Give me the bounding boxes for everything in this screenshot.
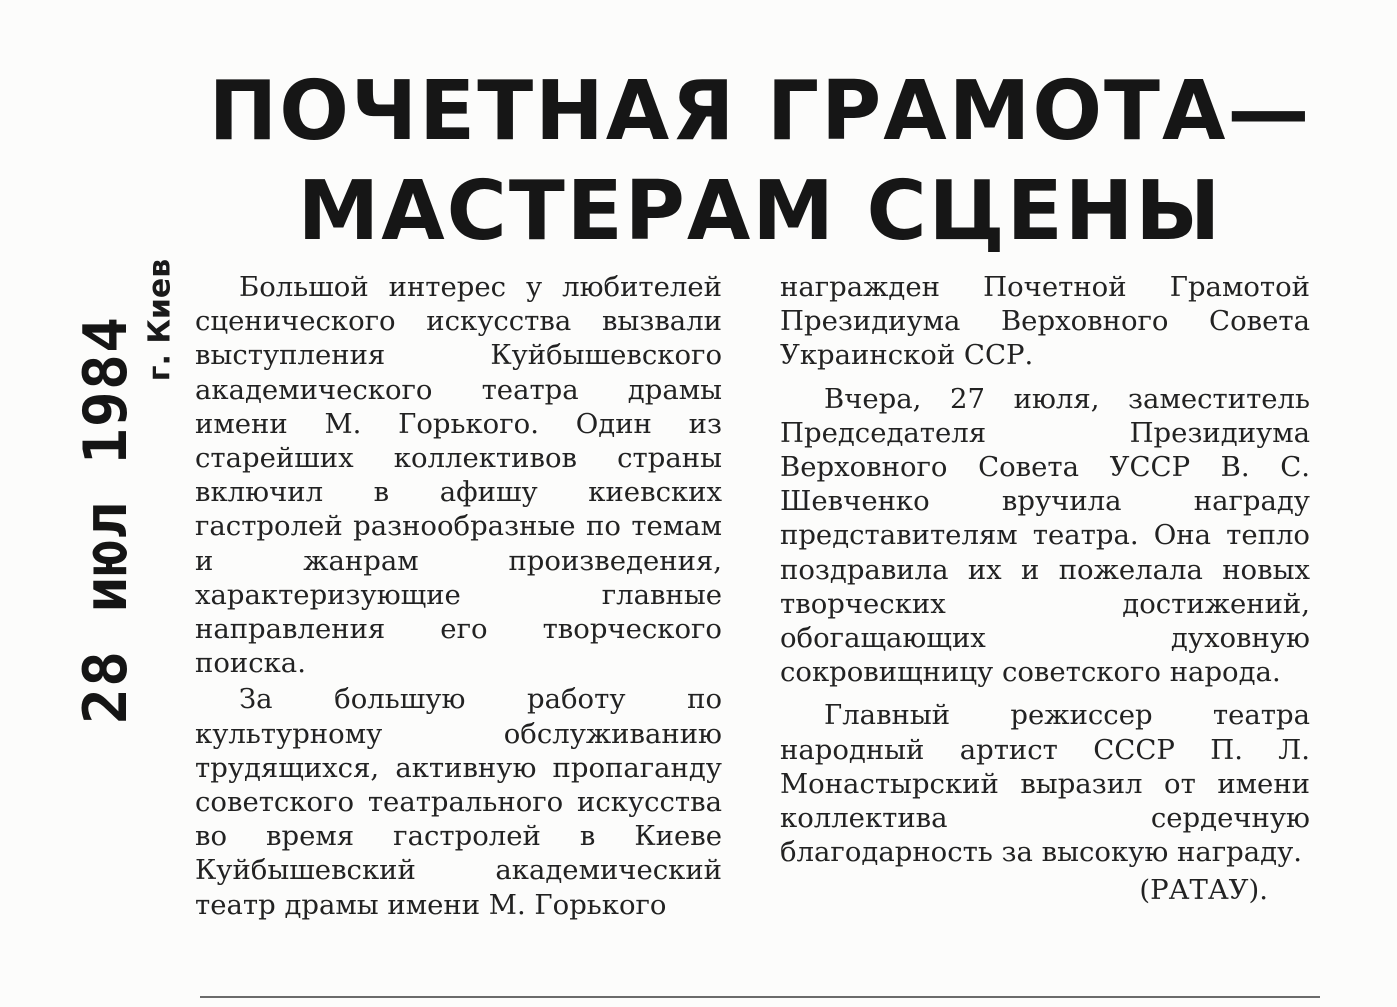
- headline-line-2: МАСТЕРАМ СЦЕНЫ: [297, 164, 1223, 259]
- stamp-city: г. Киев: [142, 258, 178, 382]
- stamp-date: 28 июл 1984: [71, 315, 141, 725]
- news-agency-signature: (РАТАУ).: [1139, 874, 1268, 907]
- paragraph: Вчера, 27 июля, заместитель Председателя Президиума Верховного Совета УССР В. С. Шевченко вручила награду представителям театра. Она тепло поздравила их и пожелала новых творческих достижений, обогащающих духовную сокровищницу советского народа.: [780, 382, 1310, 689]
- paragraph: За большую работу по культурному обслуживанию трудящихся, активную пропаганду советского театрального искусства во время гастролей в Киеве Куйбышевский академический театр драмы имени М. Горького: [195, 683, 722, 921]
- headline-line-1: ПОЧЕТНАЯ ГРАМОТА—: [208, 64, 1312, 159]
- article-column-left: [195, 270, 722, 922]
- paragraph: Большой интерес у любителей сценического искусства вызвали выступления Куйбышевского академического театра драмы имени М. Горького. Один из старейших коллективов страны включил в афишу киевских гастролей разнообразные по темам и жанрам произведения, характеризующие главные направления его творческого поиска.: [195, 271, 722, 680]
- article-column-right: [780, 270, 1310, 908]
- paragraph: награжден Почетной Грамотой Президиума Верховного Совета Украинской ССР.: [780, 271, 1310, 372]
- bottom-rule: [200, 996, 1320, 998]
- date-stamp: [0, 0, 190, 1007]
- paragraph: Главный режиссер театра народный артист СССР П. Л. Монастырский выразил от имени коллектива сердечную благодарность за высокую награду.: [780, 699, 1310, 869]
- article-headline: [190, 62, 1330, 262]
